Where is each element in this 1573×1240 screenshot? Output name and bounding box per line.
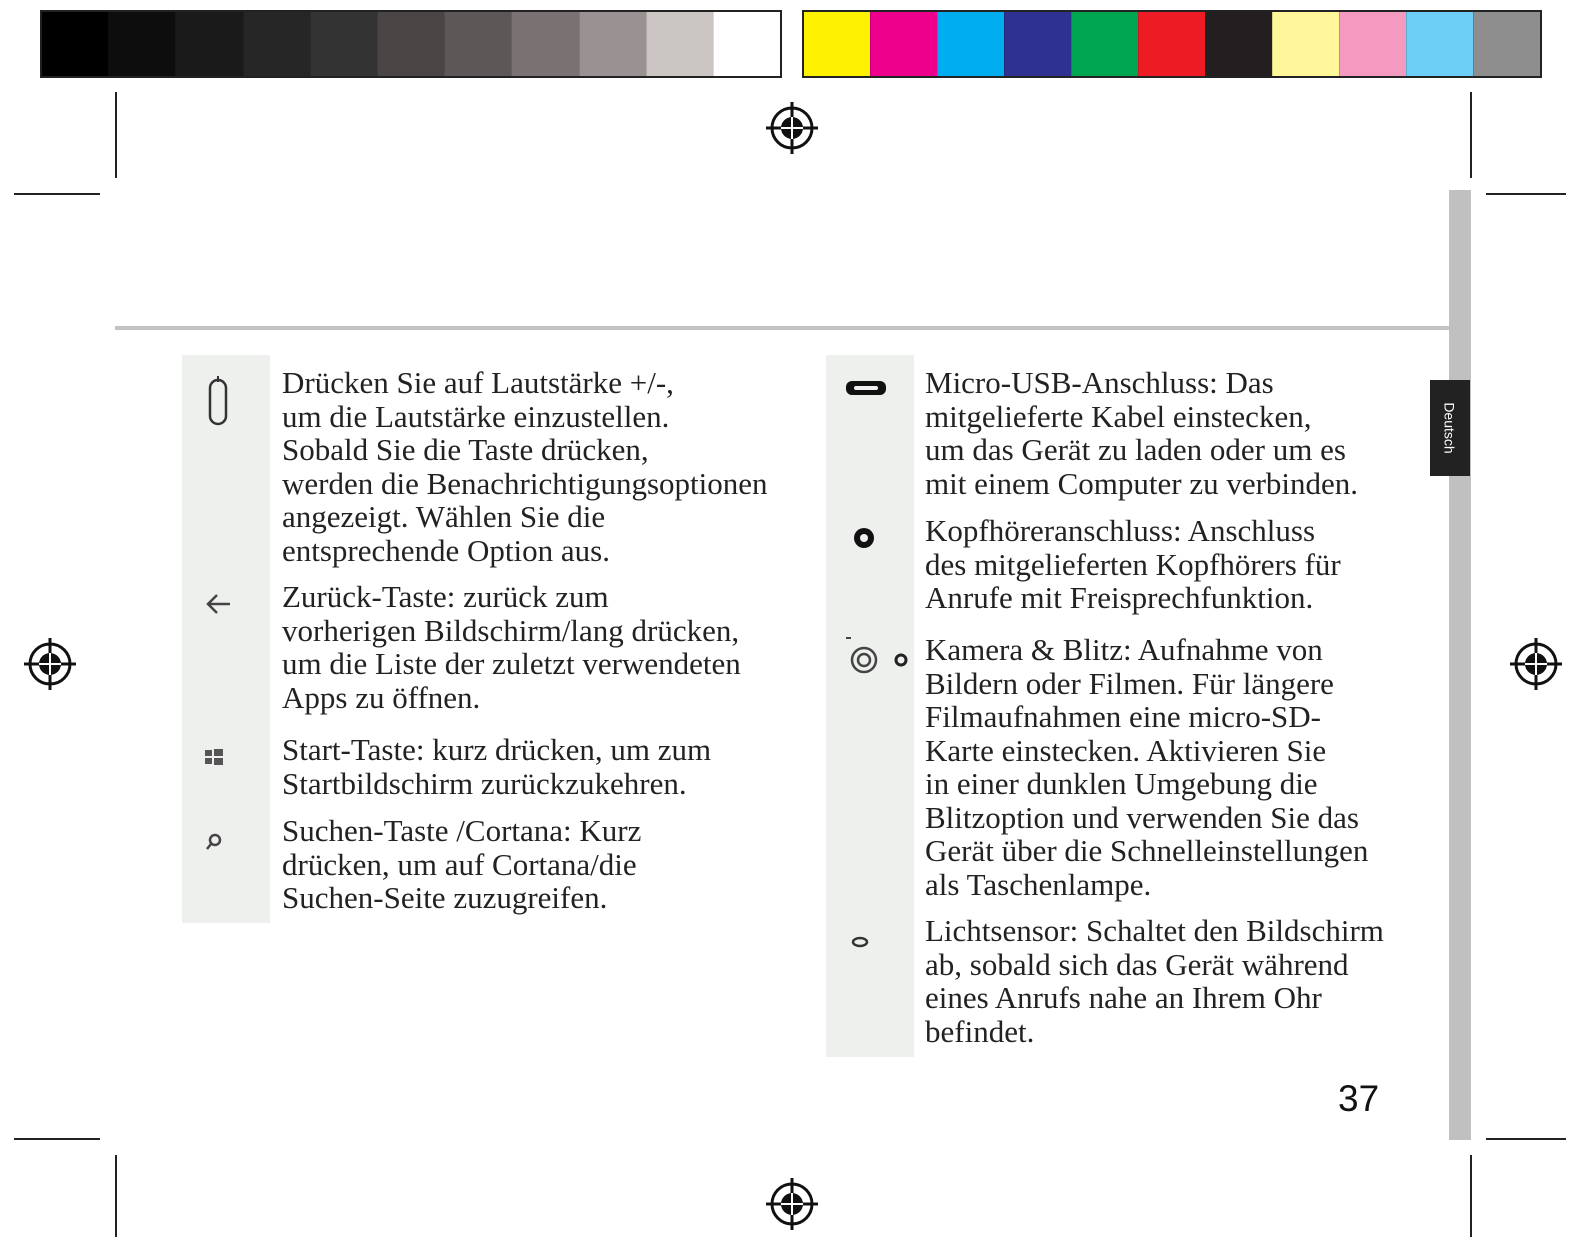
crop-mark-bottom-right-horizontal: [1486, 1138, 1566, 1140]
back-button-description: Zurück-Taste: zurück zum vorherigen Bildschirm/lang drücken, um die Liste der zuletzt verwendeten Apps zu öffnen.: [282, 579, 741, 715]
color-swatch: [713, 12, 780, 76]
search-icon: [204, 832, 224, 852]
camera-flash-description: Kamera & Blitz: Aufnahme von Bildern oder Filmen. Für längere Filmaufnahmen eine micro-SD- Karte einstecken. Aktivieren Sie in einer dunklen Umgebung die Blitzoption und verwenden Sie das Gerät über die Schnelleinstellungen als Taschenlampe.: [925, 632, 1369, 902]
search-button-description: Suchen-Taste /Cortana: Kurz drücken, um auf Cortana/die Suchen-Seite zuzugreifen.: [282, 813, 642, 915]
crop-mark-top-left-vertical: [115, 92, 117, 178]
registration-mark-right: [1508, 636, 1564, 692]
windows-start-icon: [204, 748, 224, 766]
color-swatch: [804, 12, 870, 76]
color-swatch: [243, 12, 310, 76]
color-swatch: [444, 12, 511, 76]
color-swatch: [1272, 12, 1339, 76]
crop-mark-top-right-horizontal: [1486, 193, 1566, 195]
micro-usb-icon: [844, 378, 888, 398]
color-swatch: [108, 12, 175, 76]
registration-mark-top: [764, 100, 820, 156]
page-number: 37: [1338, 1078, 1380, 1119]
process-color-calibration-bar: [802, 10, 1542, 78]
side-thumb-bar: [1449, 190, 1471, 1140]
crop-mark-top-right-vertical: [1470, 92, 1472, 178]
crop-mark-bottom-left-horizontal: [14, 1138, 100, 1140]
light-sensor-icon: [850, 934, 870, 950]
language-tab: [1430, 380, 1470, 476]
color-swatch: [579, 12, 646, 76]
color-swatch: [1071, 12, 1138, 76]
headphone-jack-description: Kopfhöreranschluss: Anschluss des mitgelieferten Kopfhörers für Anrufe mit Freisprechfunktion.: [925, 513, 1341, 615]
color-swatch: [511, 12, 578, 76]
header-divider: [115, 326, 1452, 330]
color-swatch: [1138, 12, 1205, 76]
color-swatch: [377, 12, 444, 76]
color-swatch: [1406, 12, 1473, 76]
registration-mark-left: [22, 636, 78, 692]
light-sensor-description: Lichtsensor: Schaltet den Bildschirm ab, sobald sich das Gerät während eines Anrufs nahe an Ihrem Ohr befindet.: [925, 913, 1384, 1049]
headphone-jack-icon: [852, 526, 876, 550]
volume-button-description: Drücken Sie auf Lautstärke +/-, um die Lautstärke einzustellen. Sobald Sie die Taste drücken, werden die Benachrichtigungsoptionen angezeigt. Wählen Sie die entsprechende Option aus.: [282, 365, 768, 568]
camera-flash-icon: [842, 636, 912, 676]
volume-button-icon: [204, 376, 232, 428]
color-swatch: [310, 12, 377, 76]
language-tab-label: Deutsch: [1442, 402, 1459, 454]
color-swatch: [870, 12, 937, 76]
right-icon-column: [826, 355, 914, 1057]
color-swatch: [1004, 12, 1071, 76]
color-swatch: [937, 12, 1004, 76]
color-swatch: [1339, 12, 1406, 76]
color-swatch: [1205, 12, 1272, 76]
micro-usb-description: Micro-USB-Anschluss: Das mitgelieferte Kabel einstecken, um das Gerät zu laden oder um es mit einem Computer zu verbinden.: [925, 365, 1359, 501]
color-swatch: [1473, 12, 1540, 76]
start-button-description: Start-Taste: kurz drücken, um zum Startbildschirm zurückzukehren.: [282, 732, 712, 801]
color-swatch: [42, 12, 108, 76]
color-swatch: [175, 12, 242, 76]
crop-mark-bottom-left-vertical: [115, 1155, 117, 1237]
left-icon-column: [182, 355, 270, 923]
crop-mark-top-left-horizontal: [14, 193, 100, 195]
back-arrow-icon: [204, 592, 232, 616]
crop-mark-bottom-right-vertical: [1470, 1155, 1472, 1237]
registration-mark-bottom: [764, 1176, 820, 1232]
grayscale-calibration-bar: [40, 10, 782, 78]
color-swatch: [646, 12, 713, 76]
